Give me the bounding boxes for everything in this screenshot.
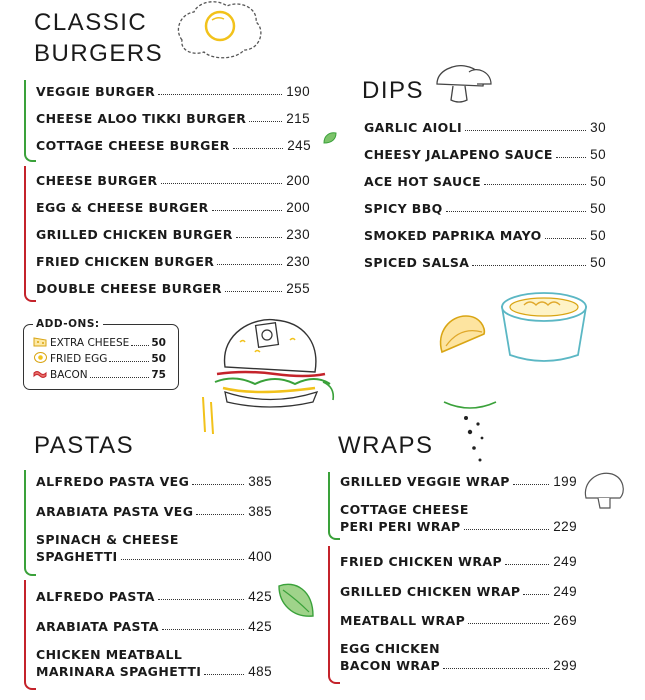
menu-item-grilled-veggie-wrap [340, 471, 577, 489]
item-name: FRIED CHICKEN BURGER [36, 254, 215, 269]
leader-dots [158, 94, 282, 95]
menu-item-cheese-aloo-tikki-burger [36, 108, 310, 126]
leader-dots [484, 184, 586, 185]
leader-dots [236, 237, 283, 238]
leader-dots [196, 514, 244, 515]
leader-dots [192, 484, 244, 485]
item-price: 245 [287, 138, 311, 153]
menu-item-spinach-cheese-spaghetti [36, 546, 272, 564]
item-price: 229 [553, 519, 577, 534]
item-price: 230 [286, 254, 310, 269]
leader-dots [233, 148, 284, 149]
menu-item-fried-chicken-burger [36, 251, 310, 269]
item-name: FRIED CHICKEN WRAP [340, 554, 503, 569]
menu-item-arabiata-pasta [36, 616, 272, 634]
pastas-title: PASTAS [34, 432, 135, 459]
leaf-icon [322, 131, 338, 145]
leader-dots [464, 529, 550, 530]
leader-dots [446, 211, 586, 212]
dip-ace-hot-sauce [364, 171, 606, 189]
egg-icon [34, 352, 47, 363]
item-price: 199 [553, 474, 577, 489]
menu-item-cottage-cheese-peri-peri-wrap [340, 516, 577, 534]
item-price: 485 [248, 664, 272, 679]
item-price: 249 [553, 554, 577, 569]
leader-dots [472, 265, 586, 266]
wraps-title: WRAPS [338, 432, 434, 459]
mushroom-icon [433, 62, 495, 104]
item-name: DOUBLE CHEESE BURGER [36, 281, 222, 296]
addon-name: FRIED EGG [50, 353, 108, 365]
item-price: 50 [590, 255, 606, 270]
leader-dots [225, 291, 282, 292]
veg-marker-wraps [328, 472, 340, 540]
addon-price: 50 [151, 353, 166, 365]
item-name: SPICED SALSA [364, 255, 470, 270]
nonveg-marker-wraps [328, 546, 340, 684]
dip-smoked-paprika-mayo [364, 225, 606, 243]
item-name: SMOKED PAPRIKA MAYO [364, 228, 542, 243]
leader-dots [556, 157, 586, 158]
menu-item-grilled-chicken-wrap [340, 581, 577, 599]
item-name: EGG & CHEESE BURGER [36, 200, 209, 215]
item-price: 425 [248, 619, 272, 634]
addons-title: ADD-ONS: [33, 318, 103, 330]
item-price: 190 [286, 84, 310, 99]
menu-item-cottage-cheese-burger [36, 135, 311, 153]
leaf-icon [275, 578, 317, 620]
leader-dots [217, 264, 282, 265]
leader-dots [204, 674, 244, 675]
item-price: 200 [286, 173, 310, 188]
menu-item-egg-chicken-bacon-wrap [340, 655, 577, 673]
item-price: 299 [553, 658, 577, 673]
leader-dots [162, 629, 244, 630]
mushroom-icon [580, 468, 628, 510]
menu-item-cottage-cheese-wrap-line1: COTTAGE CHEESE [340, 502, 469, 517]
fried-egg-icon [172, 0, 267, 62]
leader-dots [158, 599, 244, 600]
item-name: ARABIATA PASTA VEG [36, 504, 194, 519]
addon-fried-egg [50, 351, 166, 365]
veg-marker-burgers [24, 80, 36, 162]
addon-price: 75 [151, 369, 166, 381]
item-price: 50 [590, 147, 606, 162]
item-price: 215 [286, 111, 310, 126]
menu-item-egg-cheese-burger [36, 197, 310, 215]
menu-item-fried-chicken-wrap [340, 551, 577, 569]
item-name: GRILLED CHICKEN WRAP [340, 584, 521, 599]
menu-item-chicken-meatball-marinara [36, 661, 272, 679]
menu-item-cheese-burger [36, 170, 310, 188]
item-price: 200 [286, 200, 310, 215]
menu-item-meatball-wrap [340, 610, 577, 628]
item-price: 385 [248, 504, 272, 519]
taco-icon [436, 312, 488, 360]
leader-dots [523, 594, 549, 595]
item-name: CHEESE BURGER [36, 173, 158, 188]
item-name: MARINARA SPAGHETTI [36, 664, 202, 679]
leader-dots [131, 345, 149, 346]
leader-dots [121, 559, 245, 560]
leader-dots [109, 361, 149, 362]
burger-illustration-icon [195, 312, 345, 437]
item-name: SPICY BBQ [364, 201, 443, 216]
item-name: GRILLED VEGGIE WRAP [340, 474, 510, 489]
bacon-icon [33, 369, 47, 379]
item-price: 269 [553, 613, 577, 628]
leader-dots [505, 564, 549, 565]
item-name: CHEESE ALOO TIKKI BURGER [36, 111, 247, 126]
item-price: 30 [590, 120, 606, 135]
classic-burgers-title-line1: CLASSIC [34, 9, 148, 36]
item-price: 425 [248, 589, 272, 604]
item-price: 255 [286, 281, 310, 296]
item-price: 50 [590, 174, 606, 189]
leader-dots [90, 377, 150, 378]
item-price: 50 [590, 228, 606, 243]
menu-item-chicken-meatball-line1: CHICKEN MEATBALL [36, 647, 183, 662]
addon-name: BACON [50, 369, 88, 381]
item-price: 50 [590, 201, 606, 216]
menu-item-alfredo-pasta-veg [36, 471, 272, 489]
item-name: GRILLED CHICKEN BURGER [36, 227, 233, 242]
leader-dots [465, 130, 586, 131]
item-name: COTTAGE CHEESE BURGER [36, 138, 230, 153]
dip-cheesy-jalapeno-sauce [364, 144, 606, 162]
dips-title: DIPS [362, 77, 425, 104]
addon-price: 50 [151, 337, 166, 349]
addon-extra-cheese [50, 335, 166, 349]
item-name: ALFREDO PASTA VEG [36, 474, 190, 489]
item-name: ALFREDO PASTA [36, 589, 155, 604]
item-price: 249 [553, 584, 577, 599]
dip-garlic-aioli [364, 117, 606, 135]
leader-dots [545, 238, 587, 239]
nonveg-marker-burgers [24, 166, 36, 302]
menu-item-veggie-burger [36, 81, 310, 99]
item-name: BACON WRAP [340, 658, 441, 673]
leader-dots [212, 210, 283, 211]
leader-dots [161, 183, 283, 184]
dip-spiced-salsa [364, 252, 606, 270]
cheese-slice-icon [33, 337, 47, 347]
menu-item-alfredo-pasta [36, 586, 272, 604]
menu-item-spinach-cheese-line1: SPINACH & CHEESE [36, 532, 179, 547]
dip-spicy-bbq [364, 198, 606, 216]
menu-item-egg-chicken-bacon-line1: EGG CHICKEN [340, 641, 440, 656]
leader-dots [249, 121, 282, 122]
menu-item-double-cheese-burger [36, 278, 310, 296]
menu-item-grilled-chicken-burger [36, 224, 310, 242]
classic-burgers-title-line2: BURGERS [34, 40, 164, 67]
veg-marker-pastas [24, 470, 36, 576]
nonveg-marker-pastas [24, 580, 36, 690]
pepper-specks-icon [460, 410, 490, 465]
item-price: 230 [286, 227, 310, 242]
item-name: SPAGHETTI [36, 549, 118, 564]
addon-name: EXTRA CHEESE [50, 337, 130, 349]
item-price: 385 [248, 474, 272, 489]
item-price: 400 [248, 549, 272, 564]
item-name: ARABIATA PASTA [36, 619, 159, 634]
salsa-bowl-icon [498, 285, 590, 365]
item-name: PERI PERI WRAP [340, 519, 461, 534]
menu-item-arabiata-pasta-veg [36, 501, 272, 519]
addon-bacon [50, 367, 166, 381]
leader-dots [468, 623, 549, 624]
leader-dots [443, 668, 549, 669]
item-name: CHEESY JALAPENO SAUCE [364, 147, 553, 162]
item-name: GARLIC AIOLI [364, 120, 463, 135]
item-name: VEGGIE BURGER [36, 84, 156, 99]
leader-dots [513, 484, 549, 485]
item-name: MEATBALL WRAP [340, 613, 466, 628]
item-name: ACE HOT SAUCE [364, 174, 482, 189]
